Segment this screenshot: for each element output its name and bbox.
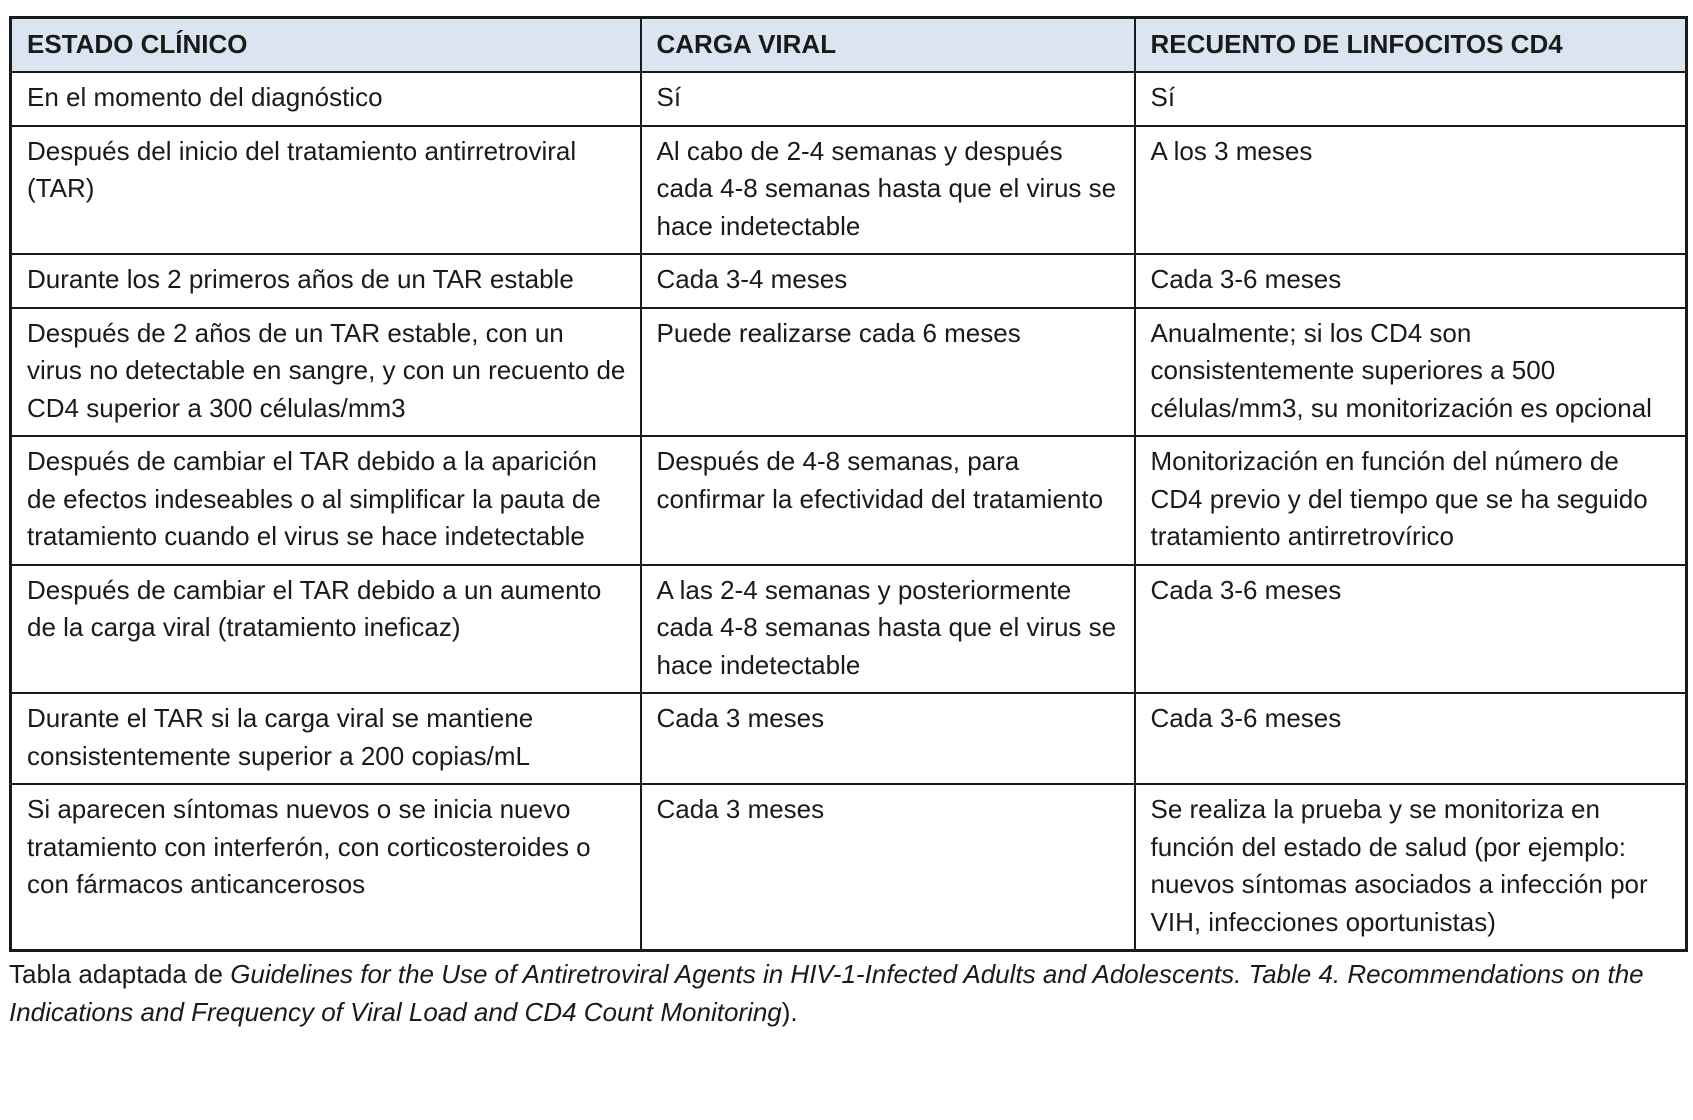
table-row — [11, 565, 1687, 694]
table-row — [11, 254, 1687, 308]
document-page — [9, 16, 1685, 1031]
cell-estado: Después de cambiar el TAR debido a la aparición de efectos indeseables o al simplificar la pauta de tratamiento cuando el virus se hace indetectable — [11, 436, 641, 565]
cell-carga-viral: Puede realizarse cada 6 meses — [641, 308, 1135, 437]
header-estado-clinico: ESTADO CLÍNICO — [11, 18, 641, 73]
monitoring-table — [9, 16, 1688, 952]
table-row — [11, 784, 1687, 951]
cell-estado: En el momento del diagnóstico — [11, 72, 641, 126]
cell-estado: Si aparecen síntomas nuevos o se inicia nuevo tratamiento con interferón, con corticosteroides o con fármacos anticancerosos — [11, 784, 641, 951]
cell-cd4: Se realiza la prueba y se monitoriza en función del estado de salud (por ejemplo: nuevos síntomas asociados a infección por VIH, infecciones oportunistas) — [1135, 784, 1687, 951]
cell-carga-viral: Cada 3 meses — [641, 693, 1135, 784]
caption-source-title: Guidelines for the Use of Antiretroviral Agents in HIV-1-Infected Adults and Adolescents. Table 4. Recommendations on the Indications and Frequency of Viral Load and CD4 Count Monitoring — [9, 959, 1644, 1027]
table-row — [11, 72, 1687, 126]
table-caption — [9, 955, 1689, 1031]
cell-cd4: Sí — [1135, 72, 1687, 126]
cell-carga-viral: Cada 3-4 meses — [641, 254, 1135, 308]
table-row — [11, 126, 1687, 255]
cell-carga-viral: Al cabo de 2-4 semanas y después cada 4-8 semanas hasta que el virus se hace indetectable — [641, 126, 1135, 255]
cell-carga-viral: Sí — [641, 72, 1135, 126]
cell-estado: Después del inicio del tratamiento antirretroviral (TAR) — [11, 126, 641, 255]
header-carga-viral: CARGA VIRAL — [641, 18, 1135, 73]
table-header-row — [11, 18, 1687, 73]
table-row — [11, 693, 1687, 784]
cell-carga-viral: A las 2-4 semanas y posteriormente cada 4-8 semanas hasta que el virus se hace indetectable — [641, 565, 1135, 694]
cell-cd4: A los 3 meses — [1135, 126, 1687, 255]
caption-suffix: ). — [781, 997, 798, 1027]
table-row — [11, 436, 1687, 565]
cell-cd4: Cada 3-6 meses — [1135, 254, 1687, 308]
cell-cd4: Cada 3-6 meses — [1135, 693, 1687, 784]
cell-estado: Después de 2 años de un TAR estable, con un virus no detectable en sangre, y con un recuento de CD4 superior a 300 células/mm3 — [11, 308, 641, 437]
cell-cd4: Anualmente; si los CD4 son consistentemente superiores a 500 células/mm3, su monitorización es opcional — [1135, 308, 1687, 437]
table-row — [11, 308, 1687, 437]
caption-prefix: Tabla adaptada de — [9, 959, 231, 989]
cell-carga-viral: Después de 4-8 semanas, para confirmar la efectividad del tratamiento — [641, 436, 1135, 565]
cell-cd4: Cada 3-6 meses — [1135, 565, 1687, 694]
cell-carga-viral: Cada 3 meses — [641, 784, 1135, 951]
cell-estado: Durante los 2 primeros años de un TAR estable — [11, 254, 641, 308]
cell-estado: Después de cambiar el TAR debido a un aumento de la carga viral (tratamiento ineficaz) — [11, 565, 641, 694]
header-recuento-cd4: RECUENTO DE LINFOCITOS CD4 — [1135, 18, 1687, 73]
cell-estado: Durante el TAR si la carga viral se mantiene consistentemente superior a 200 copias/mL — [11, 693, 641, 784]
cell-cd4: Monitorización en función del número de CD4 previo y del tiempo que se ha seguido tratamiento antirretrovírico — [1135, 436, 1687, 565]
